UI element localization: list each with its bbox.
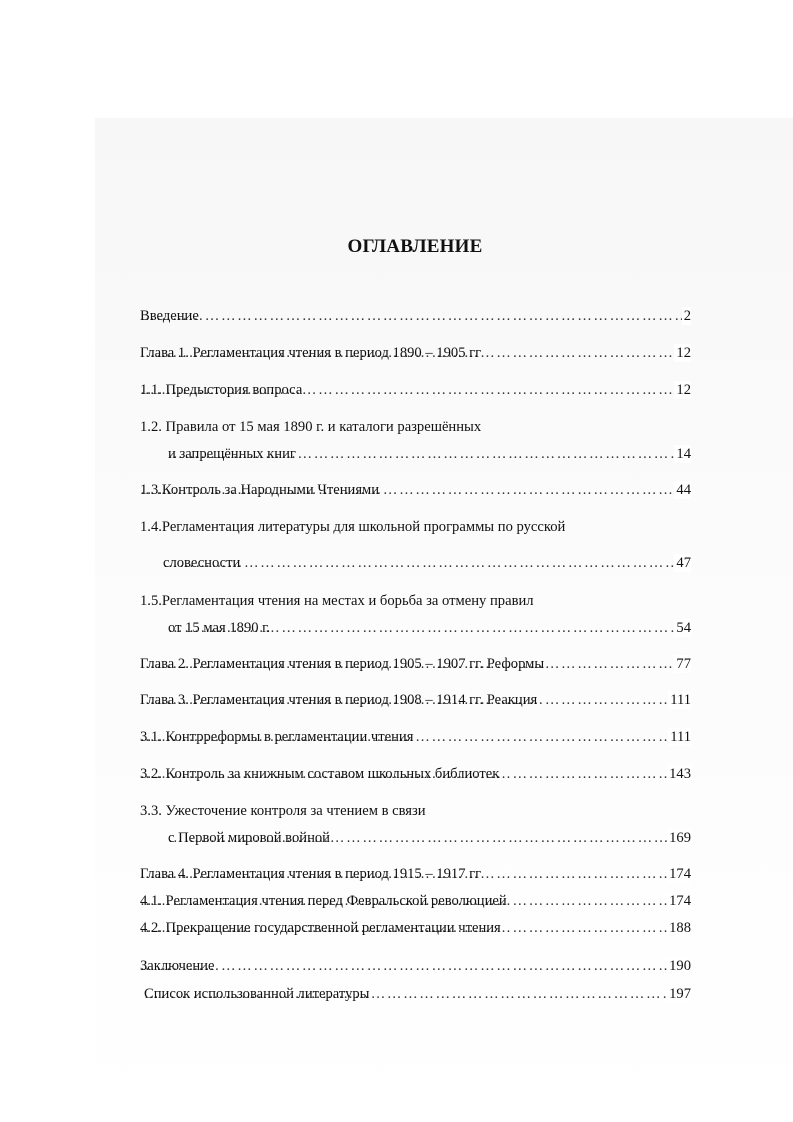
toc-entry-page: 111 — [670, 692, 691, 708]
toc-entry-page: 2 — [683, 308, 691, 324]
toc-entry-1-5 — [168, 619, 691, 637]
toc-entry-label: 3.2. Контроль за книжным составом школьных библиотек — [140, 766, 500, 782]
toc-entry-page: 169 — [669, 830, 691, 846]
toc-entry-label: Глава 4. Регламентация чтения в период 1915 – 1917 гг — [140, 866, 482, 882]
toc-entry-page: 12 — [676, 382, 691, 398]
toc-entry-page: 47 — [676, 555, 691, 571]
toc-entry-page: 14 — [676, 446, 691, 462]
toc-entry-label: 4.1. Регламентация чтения перед Февральской революцией — [140, 893, 507, 909]
toc-entry-3-2 — [140, 765, 691, 783]
toc-entry-page: 197 — [669, 986, 691, 1002]
toc-entry-chapter-1 — [140, 344, 691, 362]
toc-entry-chapter-2 — [140, 655, 691, 673]
toc-entry-1-4-line1: 1.4.Регламентация литературы для школьной программы по русской — [140, 519, 566, 535]
toc-entry-label: Заключение — [140, 958, 215, 974]
toc-entry-page: 174 — [669, 866, 691, 882]
toc-entry-1-3 — [140, 481, 691, 499]
toc-entry-conclusion — [140, 957, 691, 975]
toc-entry-3-3-line1: 3.3. Ужесточение контроля за чтением в связи — [140, 803, 426, 819]
toc-entry-4-1 — [140, 892, 691, 910]
toc-entry-label: и запрещённых книг — [168, 446, 296, 462]
toc-entry-page: 54 — [676, 620, 691, 636]
toc-entry-introduction — [140, 307, 691, 325]
toc-entry-page: 188 — [669, 920, 691, 936]
toc-entry-page: 143 — [669, 766, 691, 782]
toc-entry-label: от 15 мая 1890 г. — [168, 620, 271, 636]
toc-entry-chapter-3 — [140, 691, 691, 709]
page-title: ОГЛАВЛЕНИЕ — [347, 236, 483, 257]
toc-entry-page: 111 — [670, 729, 691, 745]
toc-entry-1-5-line1: 1.5.Регламентация чтения на местах и борьба за отмену правил — [140, 593, 534, 609]
toc-entry-label: Введение — [140, 308, 199, 324]
toc-entry-label: 1.3.Контроль за Народными Чтениями — [140, 482, 380, 498]
toc-entry-chapter-4 — [140, 865, 691, 883]
toc-entry-label: с Первой мировой войной — [168, 830, 330, 846]
toc-entry-page: 12 — [676, 345, 691, 361]
toc-entry-4-2 — [140, 919, 691, 937]
toc-entry-3-1 — [140, 728, 691, 746]
toc-entry-label: 4.2. Прекращение государственной регламентации чтения — [140, 920, 501, 936]
toc-entry-label: 1.1. Предыстория вопроса — [140, 382, 303, 398]
toc-entry-page: 77 — [676, 656, 691, 672]
toc-entry-page: 44 — [676, 482, 691, 498]
toc-entry-label: Глава 2. Регламентация чтения в период 1905 – 1907 гг. Реформы — [140, 656, 545, 672]
leader-dots — [140, 307, 691, 325]
toc-entry-page: 190 — [669, 958, 691, 974]
toc-entry-bibliography — [144, 985, 691, 1003]
toc-entry-1-2-line1: 1.2. Правила от 15 мая 1890 г. и каталоги разрешённых — [140, 419, 482, 435]
toc-entry-3-3 — [168, 829, 691, 847]
toc-entry-label: Глава 1. Регламентация чтения в период 1890 – 1905 гг — [140, 345, 482, 361]
toc-entry-1-4 — [163, 554, 691, 572]
toc-entry-label: Глава 3. Регламентация чтения в период 1908 – 1914 гг. Реакция — [140, 692, 538, 708]
leader-dots — [140, 957, 691, 975]
toc-entry-1-2 — [168, 445, 691, 463]
toc-entry-label: 3.1. Контрреформы в регламентации чтения — [140, 729, 414, 745]
toc-entry-label: словесности — [163, 555, 241, 571]
toc-entry-label: Список использованной литературы — [144, 986, 370, 1002]
toc-entry-1-1 — [140, 381, 691, 399]
toc-entry-page: 174 — [669, 893, 691, 909]
